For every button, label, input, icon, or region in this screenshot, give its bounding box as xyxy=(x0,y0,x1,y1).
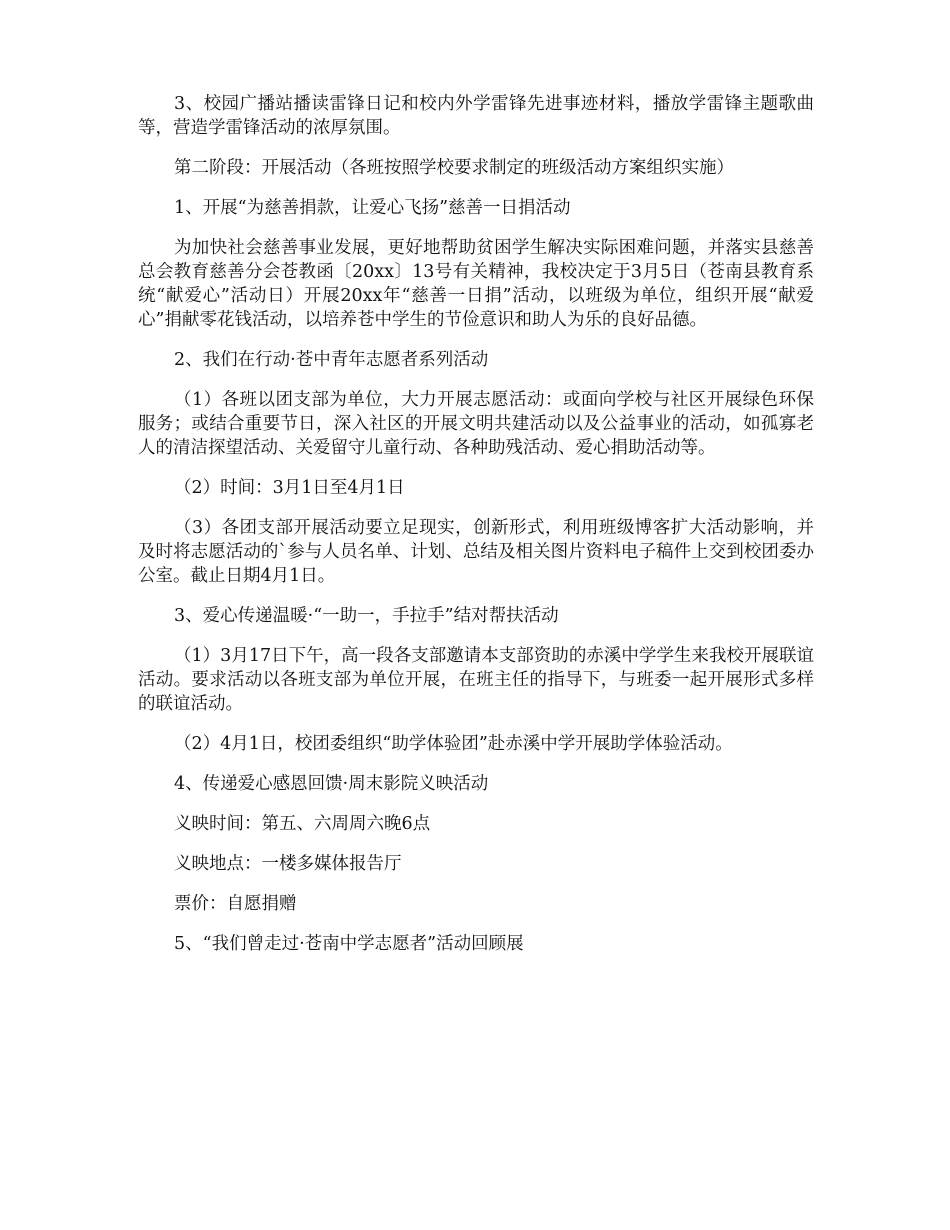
paragraph-volunteer-item-2: （2）时间：3月1日至4月1日 xyxy=(174,478,405,498)
paragraph-charity-heading: 1、开展“为慈善捐款，让爱心飞扬”慈善一日捐活动 xyxy=(174,198,571,218)
paragraph-pairing-heading: 3、爱心传递温暖·“一助一，手拉手”结对帮扶活动 xyxy=(174,606,559,626)
paragraph-volunteer-item-3: （3）各团支部开展活动要立足现实，创新形式，利用班级博客扩大活动影响，并及时将志愿活动的`参与人员名单、计划、总结及相关图片资料电子稿件上交到校团委办公室。截止日期4月1日。 xyxy=(138,518,814,586)
paragraph-charity-body: 为加快社会慈善事业发展，更好地帮助贫困学生解决实际困难问题，并落实县慈善总会教育慈善分会苍教函〔20xx〕13号有关精神，我校决定于3月5日（苍南县教育系统“献爱心”活动日）开展20xx年“慈善一日捐”活动，以班级为单位，组织开展“献爱心”捐献零花钱活动，以培养苍中学生的节俭意识和助人为乐的良好品德。 xyxy=(138,238,814,330)
paragraph-review-heading: 5、“我们曾走过·苍南中学志愿者”活动回顾展 xyxy=(174,934,524,954)
document-page xyxy=(138,92,814,972)
paragraph-cinema-heading: 4、传递爱心感恩回馈·周末影院义映活动 xyxy=(174,774,489,794)
paragraph-cinema-location: 义映地点：一楼多媒体报告厅 xyxy=(174,854,402,874)
paragraph-volunteer-item-1: （1）各班以团支部为单位，大力开展志愿活动：或面向学校与社区开展绿色环保服务；或结合重要节日，深入社区的开展文明共建活动以及公益事业的活动，如孤寡老人的清洁探望活动、关爱留守儿童行动、各种助残活动、爱心捐助活动等。 xyxy=(138,390,814,458)
paragraph-pairing-item-2: （2）4月1日，校团委组织“助学体验团”赴赤溪中学开展助学体验活动。 xyxy=(174,734,733,754)
paragraph-stage-two-heading: 第二阶段：开展活动（各班按照学校要求制定的班级活动方案组织实施） xyxy=(174,158,734,178)
paragraph-broadcast: 3、校园广播站播读雷锋日记和校内外学雷锋先进事迹材料，播放学雷锋主题歌曲等，营造学雷锋活动的浓厚氛围。 xyxy=(138,94,814,138)
paragraph-cinema-ticket: 票价：自愿捐赠 xyxy=(174,894,297,914)
paragraph-cinema-time: 义映时间：第五、六周周六晚6点 xyxy=(174,814,431,834)
paragraph-volunteer-heading: 2、我们在行动·苍中青年志愿者系列活动 xyxy=(174,350,489,370)
paragraph-pairing-item-1: （1）3月17日下午，高一段各支部邀请本支部资助的赤溪中学学生来我校开展联谊活动。要求活动以各班支部为单位开展，在班主任的指导下，与班委一起开展形式多样的联谊活动。 xyxy=(138,646,814,714)
